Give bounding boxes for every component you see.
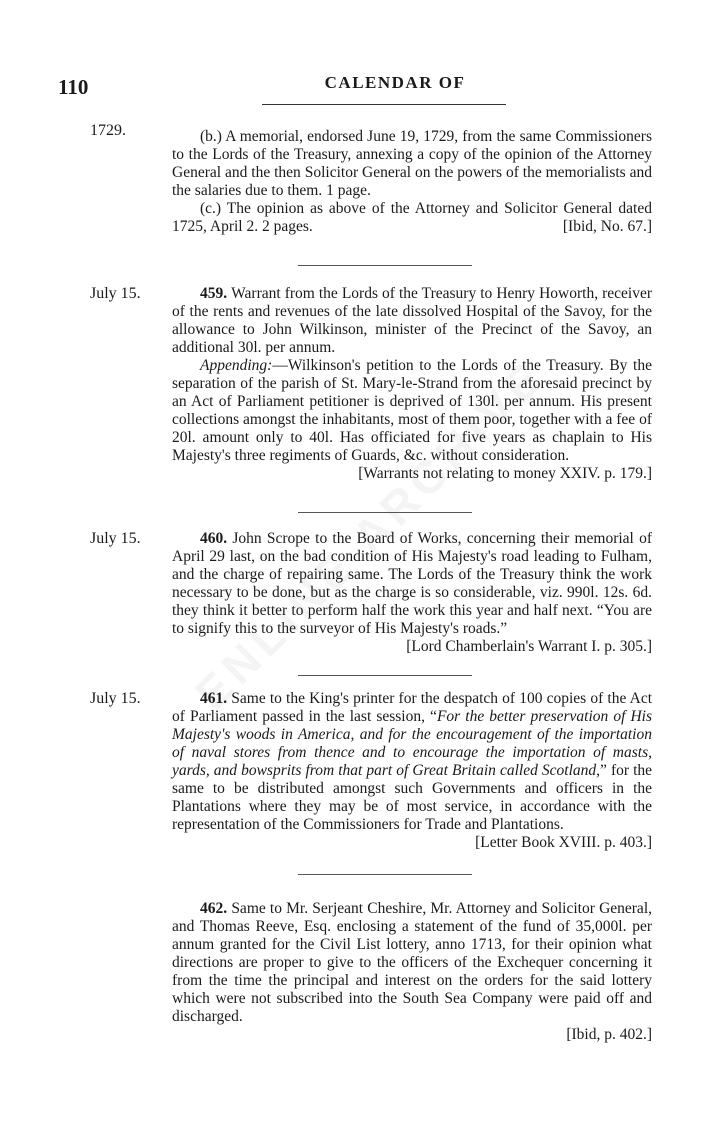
appending-label: Appending:	[200, 357, 273, 374]
entry-number: 462.	[200, 900, 232, 917]
reference-ibid-67: [Ibid, No. 67.]	[562, 218, 652, 235]
header-rule	[262, 104, 506, 105]
entry-body-end: ” for the same to be distributed amongst such Governments and officers in the Plantations where they may be of most service, in accordance with the representation of the Commissioners for Trade and Plantations.	[172, 762, 653, 833]
entry-1729-continuation	[172, 128, 652, 236]
entry-divider	[298, 265, 472, 266]
entry-462	[172, 900, 652, 1044]
entry-461	[172, 690, 652, 852]
reference-letter-book: [Letter Book XVIII. p. 403.]	[475, 834, 652, 851]
running-title: CALENDAR OF	[324, 73, 466, 92]
entry-number: 460.	[200, 530, 233, 547]
page-number: 110	[58, 75, 89, 99]
entry-divider	[298, 512, 472, 513]
margin-date-460: July 15.	[90, 530, 141, 547]
entry-body: John Scrope to the Board of Works, concerning their memorial of April 29 last, on the bad condition of His Majesty's road leading to Fulham, and the charge of repairing same. The Lords of the Treasury think the work necessary to be done, but as the charge is so considerable, viz. 990l. 12s. 6d. they think it better to perform half the work this year and half next. “You are to signify this to the surveyor of His Majesty's roads.”	[172, 530, 652, 637]
appending-text: —Wilkinson's petition to the Lords of the Treasury. By the separation of the parish of St. Mary-le-Strand from the aforesaid precinct by an Act of Parliament petitioner is deprived of 130l. per annum. His present collections amongst the inhabitants, most of them poor, together with a fee of 20l. amount only to 40l. Has officiated for five years as chaplain to His Majesty's three regiments of Guards, &c. without consideration.	[172, 357, 652, 464]
entry-divider	[298, 675, 472, 676]
reference-warrants: [Warrants not relating to money XXIV. p. 179.]	[358, 465, 652, 482]
entry-number: 459.	[200, 285, 232, 302]
paragraph-b: (b.) A memorial, endorsed June 19, 1729, from the same Commissioners to the Lords of the Treasury, annexing a copy of the opinion of the Attorney General and the then Solicitor General on the powers of the memorialists and the salaries due to them. 1 page.	[172, 128, 652, 199]
margin-date-459: July 15.	[90, 285, 141, 302]
paragraph-c	[172, 200, 652, 236]
paragraph-c-text: (c.) The opinion as above of the Attorney and Solicitor General dated 1725, April 2. 2 pages.	[172, 200, 652, 235]
entry-number: 461.	[200, 690, 232, 707]
entry-459	[172, 285, 652, 483]
entry-460	[172, 530, 652, 656]
entry-body: Same to Mr. Serjeant Cheshire, Mr. Attorney and Solicitor General, and Thomas Reeve, Esq. enclosing a statement of the fund of 35,000l. per annum granted for the Civil List lottery, anno 1713, for their opinion what directions are proper to give to the officers of the Exchequer concerning it from the time the principal and interest on the orders for the said lottery which were not subscribed into the South Sea Company were paid off and discharged.	[172, 900, 652, 1025]
reference-ibid-402: [Ibid, p. 402.]	[566, 1026, 652, 1043]
margin-date-461: July 15.	[90, 690, 141, 707]
margin-date-1729: 1729.	[90, 122, 126, 139]
act-title: For the better preservation of His Majesty's woods in America, and for the encouragement of the importation of naval stores from thence and to encourage the importation of masts, yards, and bowsprits from that part of Great Britain called Scotland,	[172, 708, 652, 779]
entry-body: Warrant from the Lords of the Treasury to Henry Howorth, receiver of the rents and revenues of the late dissolved Hospital of the Savoy, for the allowance to John Wilkinson, minister of the Precinct of the Savoy, an additional 30l. per annum.	[172, 285, 652, 356]
entry-divider	[298, 874, 472, 875]
reference-lord-chamberlain: [Lord Chamberlain's Warrant I. p. 305.]	[406, 638, 652, 655]
entry-body-start: Same to the King's printer for the despatch of 100 copies of the Act of Parliament passed in the last session, “	[172, 690, 653, 725]
